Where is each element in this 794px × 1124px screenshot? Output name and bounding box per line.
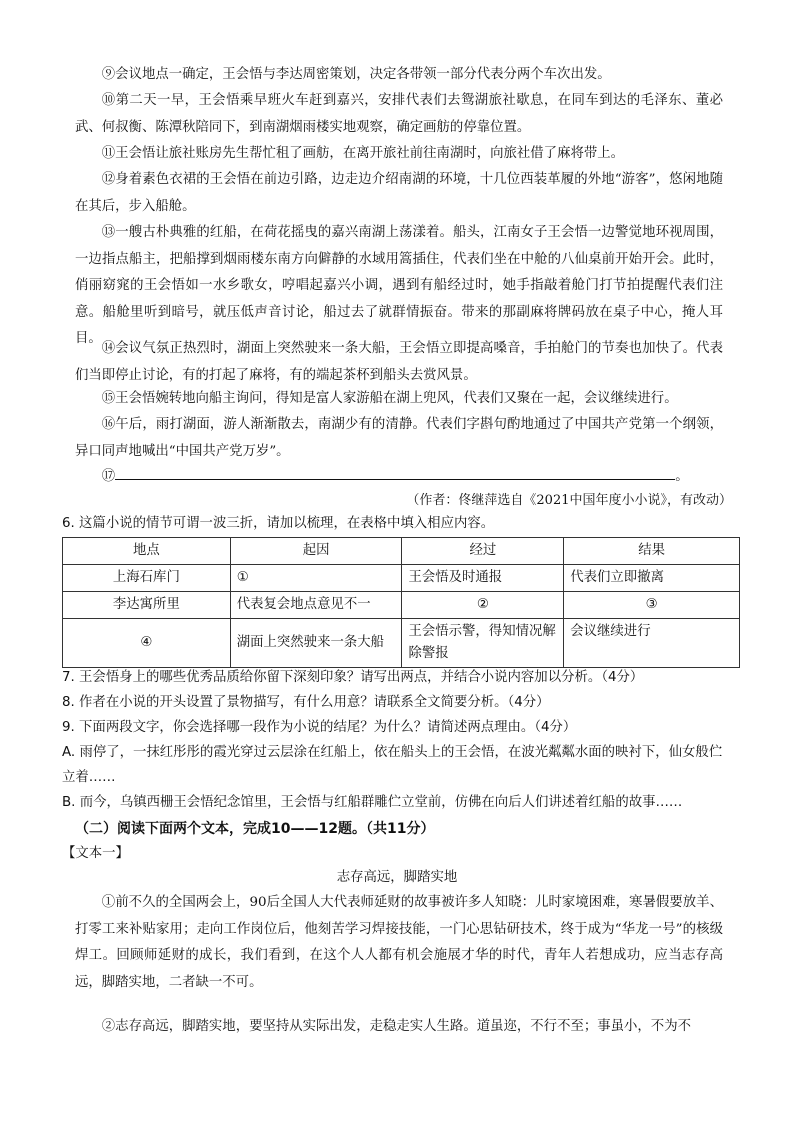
table-cell-blank[interactable]: ④	[63, 619, 231, 668]
story-paragraph-9: ⑨会议地点一确定，王会悟与李达周密策划，决定各带领一部分代表分两个车次出发。	[101, 67, 611, 82]
table-header-row	[63, 538, 740, 565]
question-9: 9. 下面两段文字，你会选择哪一段作为小说的结尾？为什么？请简述两点理由。（4分）	[62, 720, 577, 735]
question-8: 8. 作者在小说的开头设置了景物描写，有什么用意？请联系全文简要分析。（4分）	[62, 695, 550, 710]
table-row	[63, 592, 740, 619]
table-cell: 王会悟及时通报	[402, 565, 564, 592]
table-cell: 代表们立即撤离	[564, 565, 740, 592]
essay-title: 志存高远，脚踏实地	[336, 870, 458, 885]
table-cell: 代表复会地点意见不一	[230, 592, 402, 619]
blank-end: 。	[675, 469, 689, 484]
story-paragraph-11: ⑪王会悟让旅社账房先生帮忙租了画舫，在离开旅社前往南湖时，向旅社借了麻将带上。	[101, 146, 625, 161]
table-cell: 上海石库门	[63, 565, 231, 592]
table-cell: 会议继续进行	[564, 619, 740, 668]
story-paragraph-10: ⑩第二天一早，王会悟乘早班火车赶到嘉兴，安排代表们去鸳湖旅社歇息，在同车到达的毛泽东、董必武、何叔衡、陈潭秋陪同下，到南湖烟雨楼实地观察，确定画舫的停靠位置。	[75, 93, 723, 135]
table-cell-blank[interactable]: ②	[402, 592, 564, 619]
story-paragraph-16: ⑯午后，雨打湖面，游人渐渐散去，南湖少有的清静。代表们字斟句酌地通过了中国共产党第一个纲领，异口同声地喊出“中国共产党万岁”。	[75, 417, 723, 459]
story-source: （作者：佟继萍选自《2021中国年度小小说》，有改动）	[406, 493, 732, 508]
table-header: 起因	[230, 538, 402, 565]
story-paragraph-12: ⑫身着素色衣裙的王会悟在前边引路，边走边介绍南湖的环境，十几位西装革履的外地“游客”，悠闲地随在其后，步入船舱。	[75, 172, 723, 214]
table-cell: 王会悟示警，得知情况解除警报	[402, 619, 564, 668]
story-paragraph-14: ⑭会议气氛正热烈时，湖面上突然驶来一条大船，王会悟立即提高嗓音，手拍舱门的节奏也加快了。代表们当即停止讨论，有的打起了麻将，有的端起茶杯到船头去赏风景。	[75, 341, 723, 383]
table-header: 经过	[402, 538, 564, 565]
table-cell: 李达寓所里	[63, 592, 231, 619]
table-header: 结果	[564, 538, 740, 565]
plot-table	[62, 537, 740, 668]
text-one-label: 【文本一】	[62, 846, 129, 861]
option-b: B. 而今，乌镇西栅王会悟纪念馆里，王会悟与红船群雕伫立堂前，仿佛在向后人们讲述着红船的故事……	[62, 795, 683, 810]
answer-blank-line[interactable]	[115, 465, 675, 480]
story-paragraph-17-blank	[75, 464, 723, 491]
table-cell-blank[interactable]: ③	[564, 592, 740, 619]
story-paragraph-15: ⑮王会悟婉转地向船主询问，得知是富人家游船在湖上兜风，代表们又聚在一起，会议继续进行。	[101, 391, 678, 406]
essay-paragraph-1: ①前不久的全国两会上，90后全国人大代表师延财的故事被许多人知晓：儿时家境困难，寒暑假要放羊、打零工来补贴家用；走向工作岗位后，他刻苦学习焊接技能，一门心思钻研技术，终于成为“华龙一号”的核级焊工。回顾师延财的成长，我们看到，在这个人人都有机会施展才华的时代，青年人若想成功，应当志存高远，脚踏实地，二者缺一不可。	[75, 895, 723, 990]
section-2-heading: （二）阅读下面两个文本，完成10——12题。（共11分）	[75, 821, 435, 837]
table-row	[63, 565, 740, 592]
table-header: 地点	[63, 538, 231, 565]
option-a: A. 雨停了，一抹红彤彤的霞光穿过云层涂在红船上，依在船头上的王会悟，在波光粼粼水面的映衬下，仙女般伫立着……	[62, 745, 723, 785]
question-7: 7. 王会悟身上的哪些优秀品质给你留下深刻印象？请写出两点，并结合小说内容加以分析。（4分）	[62, 670, 644, 685]
table-cell: 湖面上突然驶来一条大船	[230, 619, 402, 668]
question-6: 6. 这篇小说的情节可谓一波三折，请加以梳理，在表格中填入相应内容。	[62, 516, 495, 531]
essay-paragraph-2: ②志存高远，脚踏实地，要坚持从实际出发，走稳走实人生路。道虽迩，不行不至；事虽小，不为不	[101, 1019, 691, 1034]
blank-marker: ⑰	[101, 469, 116, 484]
table-row	[63, 619, 740, 668]
table-cell-blank[interactable]: ①	[230, 565, 402, 592]
story-paragraph-13: ⑬一艘古朴典雅的红船，在荷花摇曳的嘉兴南湖上荡漾着。船头，江南女子王会悟一边警觉地环视周围，一边指点船主，把船撑到烟雨楼东南方向僻静的水域用篙插住，代表们坐在中舱的八仙桌前开始开会。此时，俏丽窈窕的王会悟如一水乡歌女，哼唱起嘉兴小调，遇到有船经过时，她手指敲着舱门打节拍提醒代表们注意。船舱里听到暗号，就压低声音讨论，船过去了就群情振奋。带来的那副麻将牌码放在桌子中心，掩人耳目。	[75, 225, 723, 346]
